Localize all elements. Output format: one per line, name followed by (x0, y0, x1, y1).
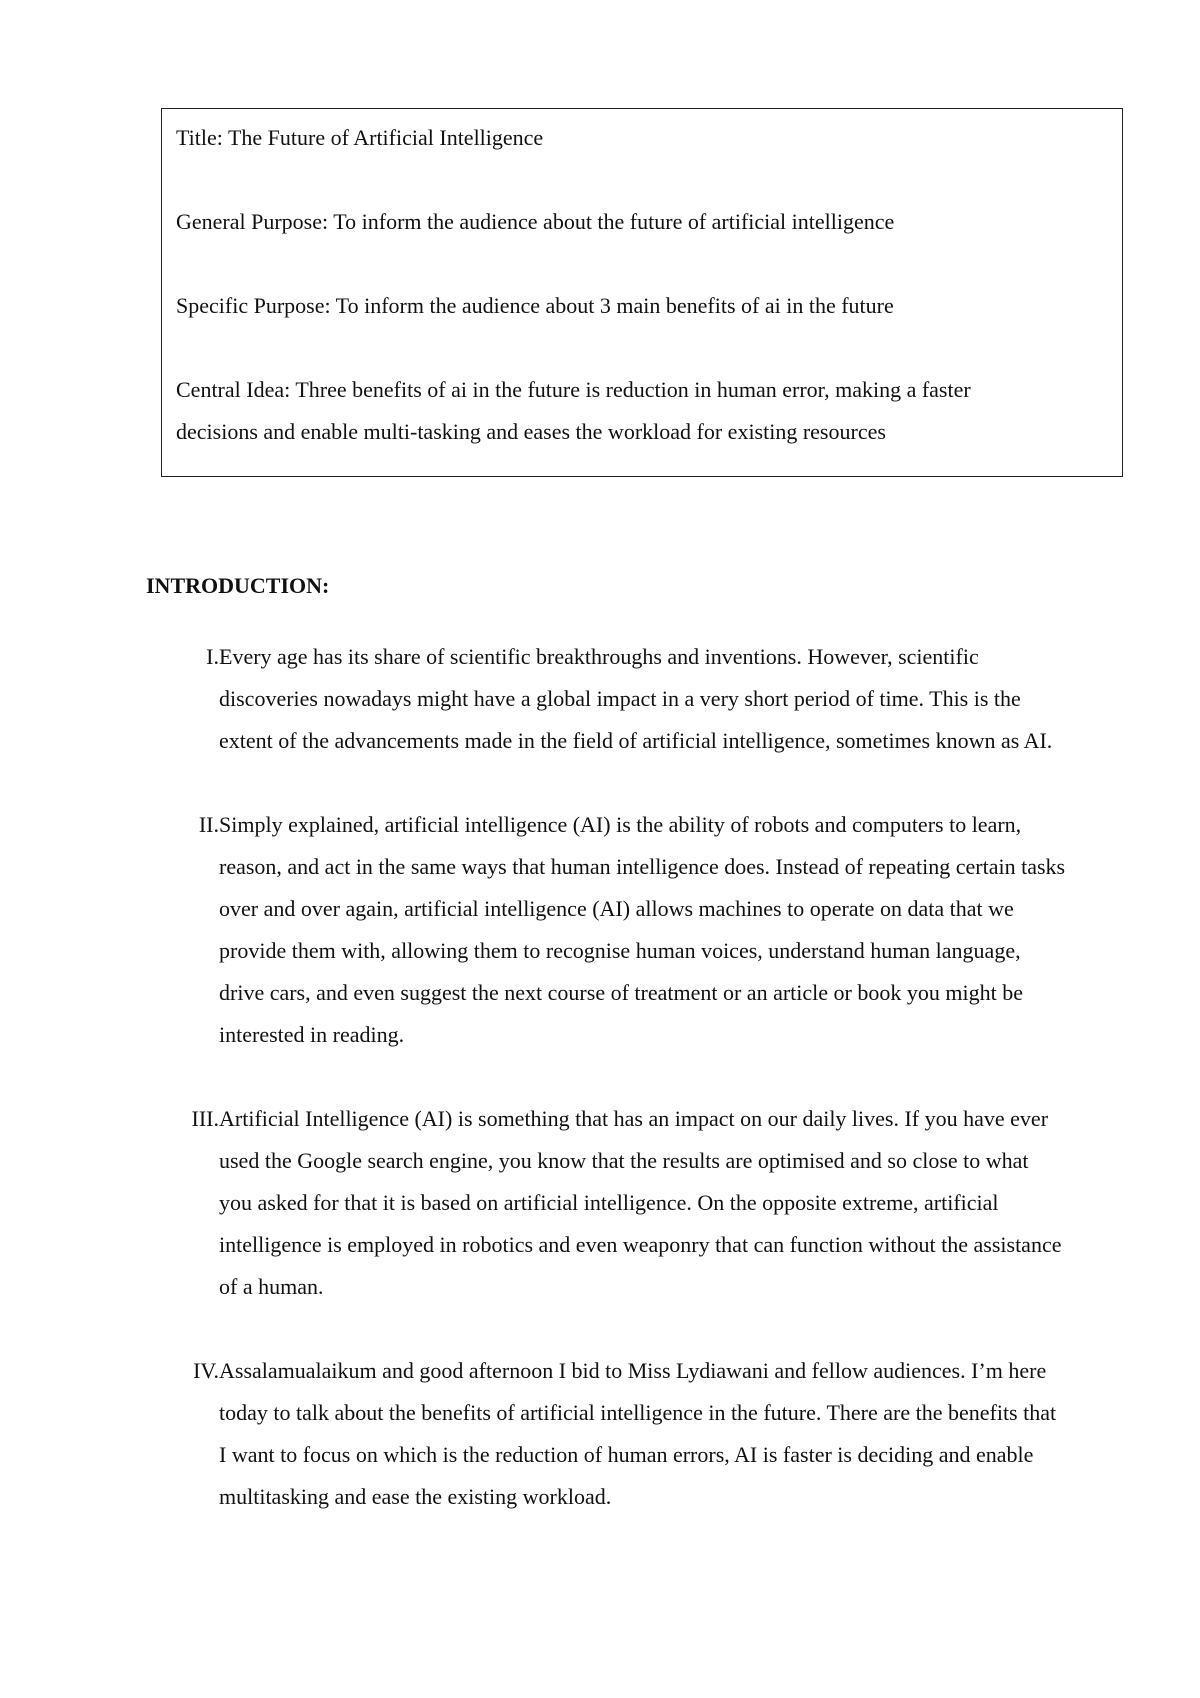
list-item (146, 804, 1066, 1056)
list-item-text: Assalamualaikum and good afternoon I bid to Miss Lydiawani and fellow audiences. I’m here today to talk about the benefits of artificial intelligence in the future. There are the benefits that I want to focus on which is the reduction of human errors, AI is faster is deciding and enable multitasking and ease the existing workload. (219, 1358, 1057, 1509)
specific-purpose: Specific Purpose: To inform the audience about 3 main benefits of ai in the future (176, 293, 894, 318)
list-numeral: IV. (193, 1358, 219, 1383)
list-item (146, 636, 1066, 762)
central-idea-line-1: Central Idea: Three benefits of ai in the future is reduction in human error, making a faster (176, 377, 971, 402)
speech-summary-box (161, 108, 1123, 477)
list-numeral: I. (206, 644, 219, 669)
speech-title: Title: The Future of Artificial Intelligence (176, 125, 544, 150)
list-item-text: Simply explained, artificial intelligence (AI) is the ability of robots and computers to learn, reason, and act in the same ways that human intelligence does. Instead of repeating certain tasks over and over again, artificial intelligence (AI) allows machines to operate on data that we provide them with, allowing them to recognise human voices, understand human language, drive cars, and even suggest the next course of treatment or an article or book you might be interested in reading. (219, 812, 1066, 1047)
list-numeral: II. (198, 812, 219, 837)
central-idea-line-2: decisions and enable multi-tasking and eases the workload for existing resources (176, 419, 886, 444)
list-numeral: III. (191, 1106, 219, 1131)
central-idea (176, 369, 1108, 453)
general-purpose: General Purpose: To inform the audience about the future of artificial intelligence (176, 209, 895, 234)
list-item (146, 1350, 1066, 1518)
list-item-text: Artificial Intelligence (AI) is something that has an impact on our daily lives. If you have ever used the Google search engine, you know that the results are optimised and so close to what you asked for that it is based on artificial intelligence. On the opposite extreme, artificial intelligence is employed in robotics and even weaponry that can function without the assistance of a human. (219, 1106, 1062, 1299)
introduction-list (146, 636, 1066, 1518)
introduction-heading: INTRODUCTION: (146, 573, 330, 598)
list-item-text: Every age has its share of scientific breakthroughs and inventions. However, scientific discoveries nowadays might have a global impact in a very short period of time. This is the extent of the advancements made in the field of artificial intelligence, sometimes known as AI. (219, 644, 1053, 753)
list-item (146, 1098, 1066, 1308)
